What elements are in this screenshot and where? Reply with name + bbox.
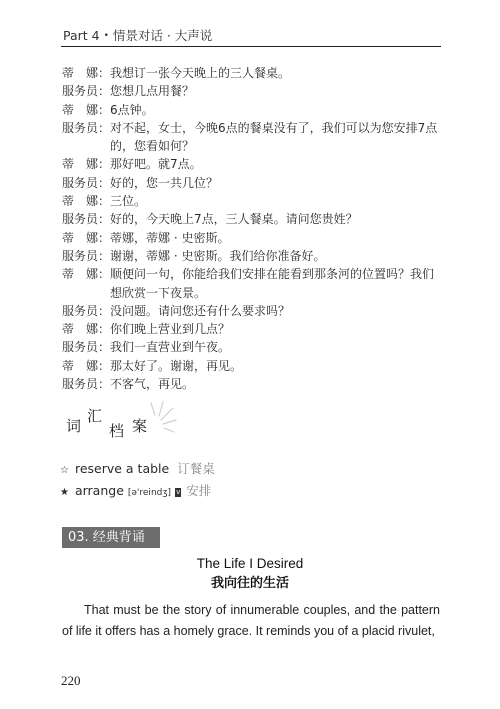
vocab-meaning: 安排 [186,483,212,498]
utterance: 好的，您一共几位？ [110,175,219,190]
dialog-line [62,338,442,356]
utterance: 我们一直营业到午夜。 [110,340,231,355]
dialog [62,64,442,393]
vocab-phonetic: [ə'reindʒ] [127,488,172,498]
utterance: 6点钟。 [110,102,154,117]
dialog-line [62,82,442,100]
utterance: 顺便问一句，你能给我们安排在能看到那条河的位置吗？我们想欣赏一下夜景。 [110,267,435,300]
speaker-label: 蒂 娜： [62,157,111,172]
article-title-zh: 我向往的生活 [210,576,289,591]
dialog-line [62,357,442,375]
utterance: 三位。 [110,194,147,209]
section-heading: 03. 经典背诵 [62,527,160,548]
article-body: That must be the story of innumerable couples, and the pattern of life it offers has a homely grace. It reminds you of a placid rivulet, [62,603,440,638]
utterance: 你们晚上营业到几点？ [110,322,231,337]
speaker-label: 蒂 娜： [62,194,111,209]
dialog-line [62,119,442,156]
running-header [63,26,443,44]
dialog-line [62,375,442,393]
utterance: 没问题。请问您还有什么要求吗？ [110,303,291,318]
vocab-title [66,403,186,445]
vocab-list [60,459,215,503]
filled-star-icon: ★ [60,487,69,498]
header-separator: • [103,31,109,41]
vocab-meaning: 订餐桌 [177,461,215,476]
dialog-line [62,247,442,265]
speaker-label: 蒂 娜： [62,102,111,117]
speaker-label: 蒂 娜： [62,267,111,282]
dialog-line [62,64,442,82]
utterance: 那太好了。谢谢，再见。 [110,358,243,373]
dialog-line [62,229,442,247]
speaker-label: 服务员： [62,248,111,263]
speaker-label: 服务员： [62,175,111,190]
vocab-item [60,459,215,481]
part-of-speech-badge: v [176,488,181,496]
speaker-label: 蒂 娜： [62,358,111,373]
vocab-term: arrange [74,483,124,498]
dialog-line [62,210,442,228]
vocab-title-char: 词 [66,417,82,435]
speaker-label: 蒂 娜： [62,230,111,245]
utterance: 那好吧。就7点。 [110,157,202,172]
utterance: 不客气，再见。 [110,377,195,392]
utterance: 好的，今天晚上7点，三人餐桌。请问您贵姓？ [110,212,358,227]
article-title-en: The Life I Desired [196,556,304,571]
dialog-line [62,101,442,119]
utterance: 您想几点用餐？ [110,84,195,99]
speaker-label: 服务员： [62,340,111,355]
dialog-line [62,265,442,302]
utterance: 对不起，女士，今晚6点的餐桌没有了，我们可以为您安排7点的，您看如何？ [110,120,438,154]
speaker-label: 服务员： [62,377,111,392]
utterance: 蒂娜，蒂娜 · 史密斯。 [110,230,230,245]
dialog-line [62,320,442,338]
utterance: 谢谢，蒂娜 · 史密斯。我们给你准备好。 [110,248,326,263]
dialog-line [62,302,442,320]
page-number: 220 [61,673,81,688]
speaker-label: 蒂 娜： [62,322,111,337]
dialog-line [62,155,442,173]
dialog-line [62,192,442,210]
hollow-star-icon: ☆ [60,465,69,476]
vocab-title-char: 汇 [87,407,103,425]
dialog-line [62,174,442,192]
vocab-title-char: 案 [132,417,148,435]
speaker-label: 服务员： [62,212,111,227]
header-rule [61,46,441,47]
speaker-label: 服务员： [62,120,111,135]
speaker-label: 蒂 娜： [62,66,111,80]
speaker-label: 服务员： [62,303,111,318]
header-title: 情景对话 · 大声说 [112,28,213,43]
speaker-label: 服务员： [62,84,111,99]
vocab-title-char: 档 [109,422,125,440]
vocab-term: reserve a table [74,461,170,476]
utterance: 我想订一张今天晚上的三人餐桌。 [110,66,291,80]
header-part: Part 4 [63,28,100,43]
vocab-item [60,481,215,503]
